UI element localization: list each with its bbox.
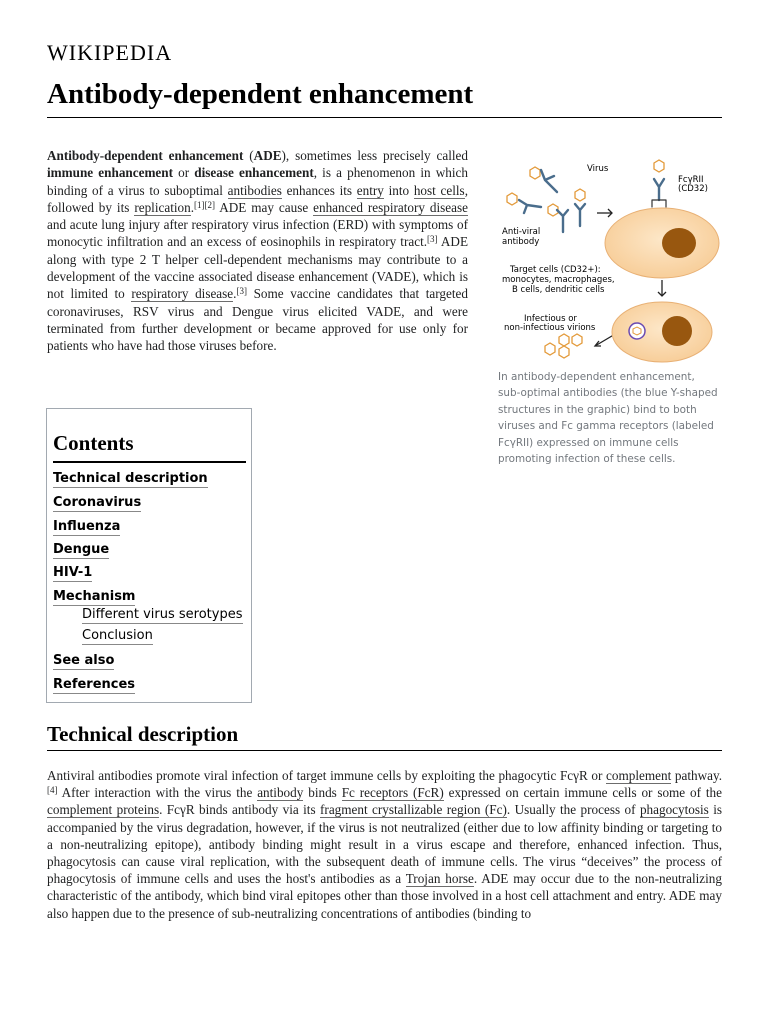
label-target-3: B cells, dendritic cells [512, 285, 605, 295]
toc-item-references[interactable]: References [53, 677, 136, 692]
citation-4[interactable]: [4] [47, 785, 58, 796]
toc-item-technical-description[interactable]: Technical description [53, 471, 208, 486]
text-run: , followed by its [47, 182, 468, 215]
toc-item-see-also[interactable]: See also [53, 653, 115, 668]
label-receptor-sub: (CD32) [678, 184, 708, 194]
receptor-icon [652, 179, 666, 207]
text-run: Some vaccine candidates that targeted coronaviruses, RSV virus and Dengue virus elicited VADE, and were terminated from further development or became approved for use only for patients who have had those viruses before. [47, 286, 468, 354]
link-antibodies[interactable]: antibodies [227, 182, 282, 198]
link-antibody[interactable]: antibody [257, 785, 304, 801]
text-run: . ADE may occur due to the non-neutralizing characteristic of the antibody, which bind viral epitopes other than those involved in a host cell attachment and entry. ADE may also happen due to the presence of sub-neutralizing concentrations of antibodies (binding to [47, 871, 722, 921]
virus-icons [507, 160, 664, 216]
toc-title: Contents [53, 431, 134, 455]
toc-item-coronavirus[interactable]: Coronavirus [53, 495, 142, 510]
text-run: into [383, 182, 414, 198]
text-run: ADE along with type 2 T helper cell-dependent mechanisms may contribute to a development of the vaccine associated disease enhancement (VADE), which is not limited to [47, 234, 469, 302]
text-run: or [173, 165, 195, 181]
technical-description-paragraph [47, 767, 722, 922]
text-run: . [190, 199, 195, 215]
text-run: binds [303, 785, 342, 801]
ade-diagram[interactable] [497, 150, 722, 370]
section-title-technical-description: Technical description [47, 722, 239, 746]
link-trojan-horse[interactable]: Trojan horse [405, 871, 474, 887]
link-replication[interactable]: replication [134, 199, 191, 215]
link-complement[interactable]: complement [606, 768, 672, 783]
citation-1-2[interactable]: [1][2] [194, 199, 216, 210]
label-target-2: monocytes, macrophages, [502, 275, 615, 285]
text-run: and acute lung injury after respiratory virus infection (ERD) with symptoms of monocytic infiltration and an excess of eosinophils in respiratory tract. [47, 217, 468, 250]
bold-term-immune: immune enhancement [47, 165, 174, 181]
title-divider [47, 117, 722, 118]
label-virions-2: non-infectious virions [504, 323, 596, 333]
toc-item-hiv-1[interactable]: HIV-1 [53, 565, 93, 580]
toc-item-conclusion[interactable]: Conclusion [82, 628, 153, 643]
bold-term-disease: disease enhancement [194, 165, 314, 181]
text-run: . FcγR binds antibody via its [159, 802, 321, 818]
text-run: . Usually the process of [506, 802, 640, 818]
text-run: ( [243, 148, 254, 163]
text-run: . [233, 286, 237, 302]
bold-term-ade: Antibody-dependent enhancement [47, 148, 244, 163]
toc-item-influenza[interactable]: Influenza [53, 519, 121, 534]
link-phagocytosis[interactable]: phagocytosis [639, 802, 709, 818]
link-respiratory-disease[interactable]: respiratory disease [131, 286, 234, 302]
citation-3[interactable]: [3] [427, 234, 438, 245]
cell-nucleus-bottom [662, 316, 692, 346]
lead-paragraph [47, 147, 468, 355]
label-target-1: Target cells (CD32+): [510, 265, 601, 275]
text-run: is accompanied by the virus degradation, however, if the virus is not neutralized (either due to low affinity binding or targeting to a non-neutralizing epitope), antibody binding might result in a virus escape and therefore, enhanced infection. Thus, phagocytosis can cause viral replication, with the subsequent death of immune cells. The virus “deceives” the process of phagocytosis of immune cells and uses the host's antibodies as a [47, 802, 723, 887]
text-run: , is a phenomenon in which binding of a virus to suboptimal [47, 165, 468, 198]
bold-term-abbr: ADE [253, 148, 282, 163]
label-antibody-2: antibody [502, 237, 540, 247]
toc-item-mechanism[interactable]: Mechanism [53, 589, 136, 604]
link-fragment-crystallizable-region[interactable]: fragment crystallizable region (Fc) [320, 802, 507, 818]
antibody-icons [519, 170, 585, 232]
label-virus: Virus [587, 164, 609, 174]
link-enhanced-respiratory-disease[interactable]: enhanced respiratory disease [313, 199, 468, 215]
label-receptor: FcγRII [678, 175, 704, 185]
link-host-cells[interactable]: host cells [413, 182, 465, 198]
label-virions-1: Infectious or [524, 314, 577, 324]
wikipedia-wordmark[interactable]: WIKIPEDIA [47, 40, 173, 65]
label-antibody-1: Anti-viral [502, 227, 541, 237]
section-divider [47, 750, 722, 751]
figure-caption: In antibody-dependent enhancement, sub-optimal antibodies (the blue Y-shaped structures in the graphic) bind to both viruses and Fc gamma receptors (labeled FcγRII) expressed on immune cells promoting infection of these cells. [498, 371, 718, 466]
citation-3b[interactable]: [3] [236, 286, 247, 297]
text-run: ADE may cause [215, 199, 314, 215]
text-run: ), sometimes less precisely called [281, 148, 468, 163]
toc-divider [53, 461, 246, 463]
text-run: After interaction with the virus the [57, 785, 258, 801]
text-run: enhances its [281, 182, 357, 198]
text-run: pathway. [671, 768, 722, 783]
link-entry[interactable]: entry [356, 182, 384, 198]
page-title: Antibody-dependent enhancement [47, 78, 474, 110]
cell-nucleus-top [662, 228, 696, 258]
toc-item-dengue[interactable]: Dengue [53, 542, 110, 557]
text-run: Antiviral antibodies promote viral infection of target immune cells by exploiting the phagocytic FcγR or [47, 768, 607, 783]
text-run: expressed on certain immune cells or some of the [443, 785, 723, 801]
released-virions-icon [545, 334, 582, 358]
internal-virus-icon [629, 323, 645, 339]
target-cell-bottom [612, 302, 712, 362]
link-fc-receptors[interactable]: Fc receptors (FcR) [341, 785, 444, 801]
table-of-contents [46, 408, 252, 703]
link-complement-proteins[interactable]: complement proteins [47, 802, 160, 818]
toc-item-different-virus-serotypes[interactable]: Different virus serotypes [82, 607, 243, 622]
